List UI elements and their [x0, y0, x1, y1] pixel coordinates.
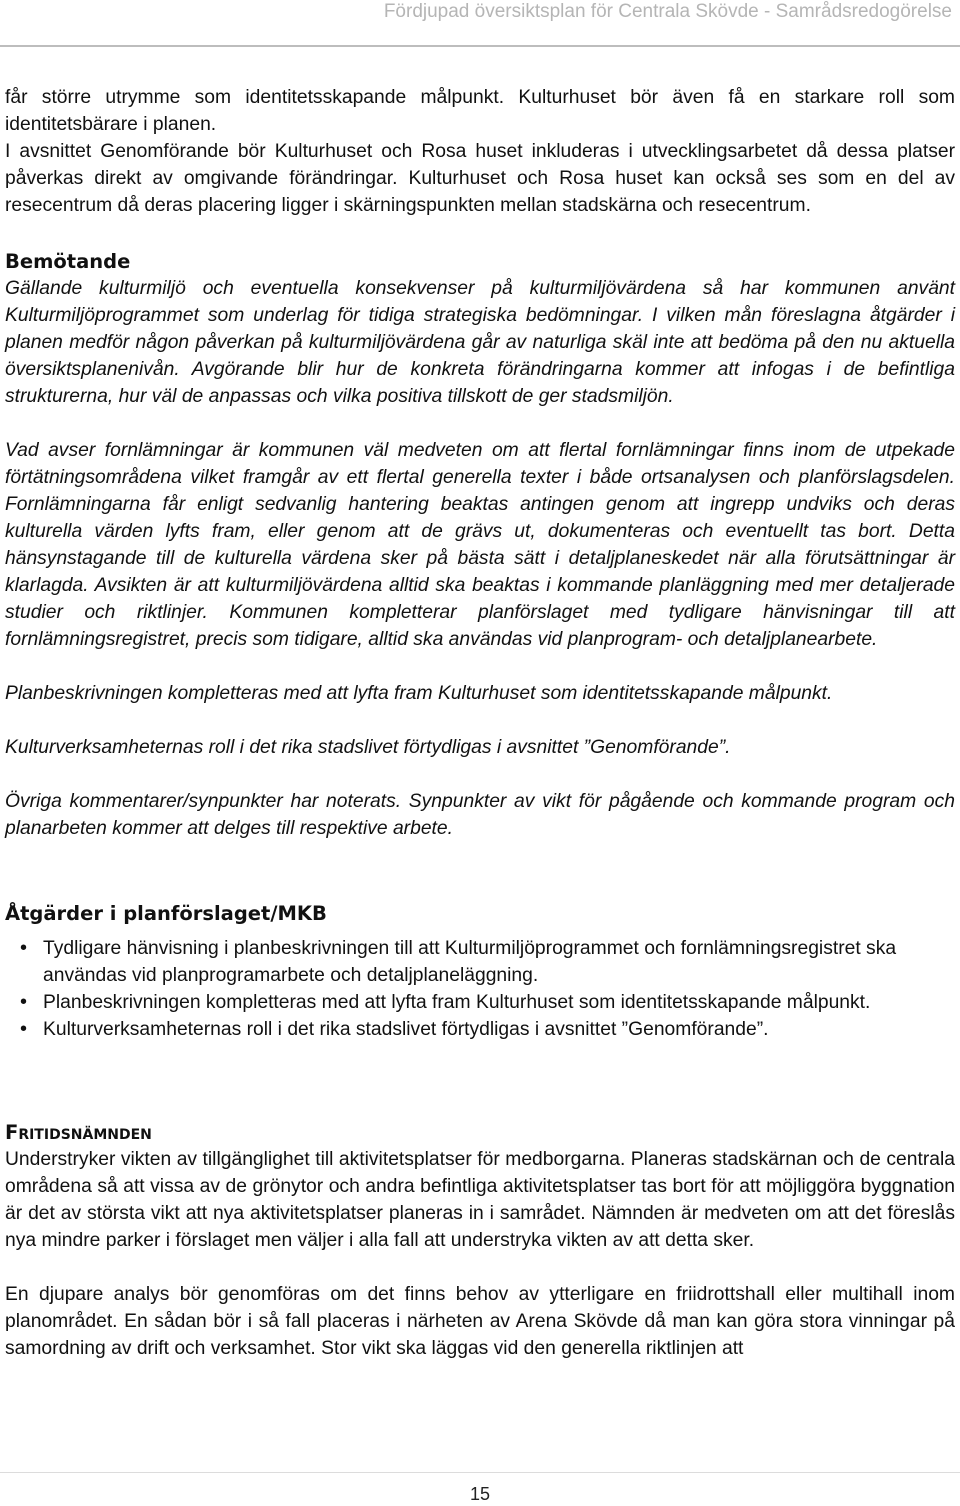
atgarder-heading: Åtgärder i planförslaget/MKB — [5, 902, 327, 925]
fritidsnamnden-heading: Fritidsnämnden — [5, 1121, 152, 1144]
intro-paragraph-2: I avsnittet Genomförande bör Kulturhuset och Rosa huset inkluderas i utvecklingsarbetet då dessa platser påverkas direkt av omgivande förändringar. Kulturhuset och Rosa huset kan också ses som en del av resecentrum då deras placering ligger i skärningspunkten mellan stadskärna och resecentrum. — [5, 141, 955, 216]
bemotande-paragraph-2: Vad avser fornlämningar är kommunen väl medveten om att flertal fornlämningar finns inom de utpekade förtätningsområdena vilket framgår av ett flertal generella texter i både ortsanalysen och planförslagsdelen. Fornlämningarna får enligt sedvanlig hantering beaktas antingen genom att ingrepp undviks och deras kulturella värden lyfts fram, eller genom att de grävs ut, dokumenteras och eventuellt tas bort. Detta hänsynstagande till de kulturella värdena sker på bästa sätt i detaljplaneskedet när alla förutsättningar är klarlagda. Avsikten är att kulturmiljövärdena alltid ska beaktas i kommande planläggning med mer detaljerade studier och riktlinjer. Kommunen kompletterar planförslaget med tydligare hänvisningar till att fornlämningsregistret, precis som tidigare, alltid ska användas vid planprogram- och detaljplanearbete. — [5, 440, 955, 650]
bemotande-paragraph-5: Övriga kommentarer/synpunkter har noterats. Synpunkter av vikt för pågående och kommande program och planarbeten kommer att delges till respektive arbete. — [5, 791, 955, 839]
page-number: 15 — [469, 1484, 491, 1504]
bemotande-heading: Bemötande — [5, 250, 131, 273]
bemotande-paragraph-4: Kulturverksamheternas roll i det rika stadslivet förtydligas i avsnittet ”Genomförande”. — [5, 737, 731, 758]
footer-divider — [0, 1472, 960, 1473]
document-header: Fördjupad översiktsplan för Centrala Skövde - Samrådsredogörelse — [383, 1, 952, 22]
fritid-paragraph-1: Understryker vikten av tillgänglighet till aktivitetsplatser för medborgarna. Planeras stadskärnan och de centrala områdena så att vissa av de grönytor och andra befintliga aktivitetsplatser tas bort för att möjliggöra byggnation är det av största vikt att nya aktivitetsplatser planeras in i samrådet. Nämnden är medveten om att det föreslås nya mindre parker i förslaget men väljer i alla fall att understryka vikten av att detta sker. — [5, 1149, 955, 1251]
header-divider — [0, 45, 960, 47]
list-item: • Kulturverksamheternas roll i det rika stadslivet förtydligas i avsnittet ”Genomförande”. — [5, 1016, 955, 1043]
fritid-paragraph-2: En djupare analys bör genomföras om det finns behov av ytterligare en friidrottshall eller multihall inom planområdet. En sådan bör i så fall placeras i närheten av Arena Skövde då man kan göra stora vinningar på samordning av drift och verksamhet. Stor vikt ska läggas vid den generella riktlinjen att — [5, 1284, 955, 1359]
atgarder-list — [5, 935, 955, 1043]
page-content — [5, 84, 955, 1362]
list-item: • Planbeskrivningen kompletteras med att lyfta fram Kulturhuset som identitetsskapande målpunkt. — [5, 989, 955, 1016]
bemotande-paragraph-1: Gällande kulturmiljö och eventuella konsekvenser på kulturmiljövärdena så har kommunen använt Kulturmiljöprogrammet som underlag för tidiga strategiska bedömningar. I vilken mån föreslagna åtgärder i planen medför någon påverkan på kulturmiljövärdena går av naturliga skäl inte att bedöma på den nu aktuella översiktsplanenivån. Avgörande blir hur de konkreta förändringarna kommer att infogas i de befintliga strukturerna, hur väl de anpassas och vilka positiva tillskott de ger stadsmiljön. — [5, 278, 955, 407]
bemotande-paragraph-3: Planbeskrivningen kompletteras med att lyfta fram Kulturhuset som identitetsskapande målpunkt. — [5, 683, 833, 704]
intro-paragraph-1: får större utrymme som identitetsskapande målpunkt. Kulturhuset bör även få en starkare roll som identitetsbärare i planen. — [5, 87, 955, 135]
list-item: • Tydligare hänvisning i planbeskrivningen till att Kulturmiljöprogrammet och fornlämningsregistret ska användas vid planprogramarbete och detaljplaneläggning. — [5, 935, 955, 989]
